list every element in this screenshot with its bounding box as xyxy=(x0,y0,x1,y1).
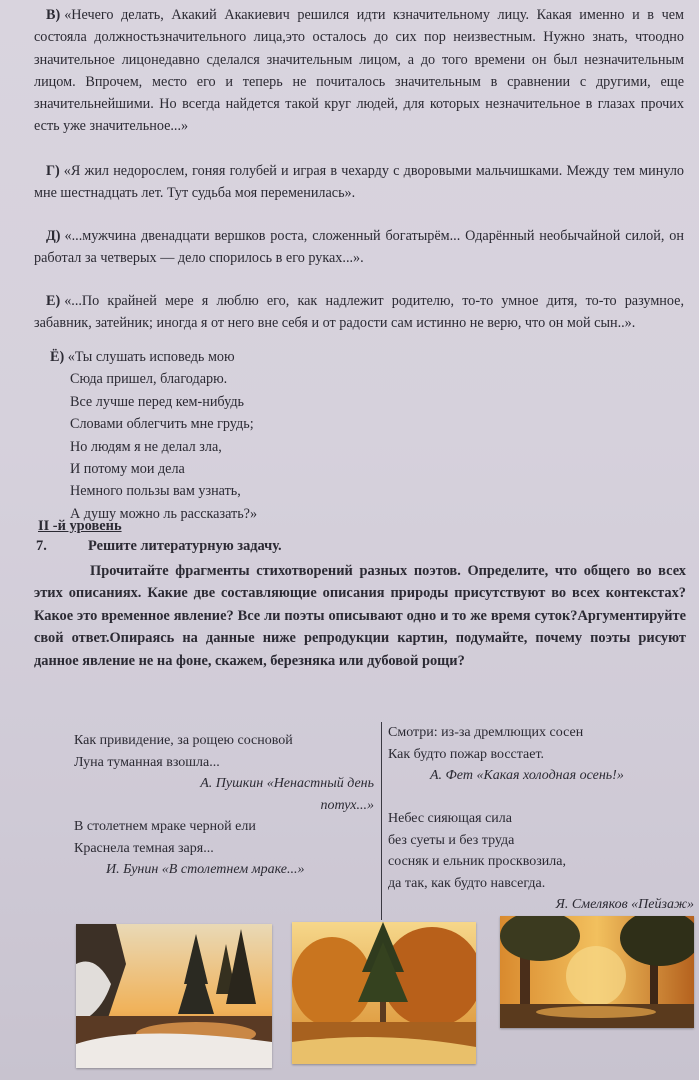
answer-g-label: Г) xyxy=(46,163,60,179)
poem-author: Я. Смеляков «Пейзаж» xyxy=(555,897,694,912)
verse-line: Все лучше перед кем-нибудь xyxy=(70,393,245,410)
task-heading xyxy=(36,538,282,555)
poem-line: без суеты и без труда xyxy=(388,832,515,848)
poem-line: Краснела темная заря... xyxy=(74,840,214,856)
level-heading: II -й уровень xyxy=(38,518,122,534)
poem-line: Смотри: из-за дремлющих сосен xyxy=(388,725,584,740)
poem-author: А. Фет «Какая холодная осень!» xyxy=(430,768,624,783)
verse-line: «Ты слушать исповедь мою xyxy=(67,349,235,365)
verse-line: Немного пользы вам узнать, xyxy=(70,483,241,500)
answer-yo-label: Ё) xyxy=(50,349,65,365)
answer-d xyxy=(34,225,684,270)
answer-b xyxy=(34,4,684,138)
poem-line: Небес сияющая сила xyxy=(388,811,512,826)
verse-line: И потому мои дела xyxy=(70,461,185,478)
task-body: Прочитайте фрагменты стихотворений разных поэтов. Определите, что общего во всех этих описаниях. Какие две составляющие описания природы присутствуют во всех контекстах? Какое это временное явление? Все ли поэты описывают одно и то же время суток?Аргументируйте свой ответ.Опираясь на данные ниже репродукции картин, подумайте, почему поэты рисуют данное явление не на фоне, скажем, березняка или дубовой рощи? xyxy=(34,563,686,669)
task-title: Решите литературную задачу. xyxy=(88,538,282,554)
poem-line: Как привидение, за рощею сосновой xyxy=(74,733,293,748)
poem-line: Как будто пожар восстает. xyxy=(388,746,545,762)
poem-author: А. Пушкин «Ненастный день xyxy=(200,776,374,791)
winter-sunset-painting xyxy=(76,924,272,1068)
sunset-forest-painting xyxy=(500,916,694,1028)
poem-line: сосняк и ельник просквозила, xyxy=(388,854,566,869)
poem-smelyakov xyxy=(388,808,694,916)
task-number: 7. xyxy=(36,538,47,554)
poem-fet xyxy=(388,722,694,787)
answer-e-label: Е) xyxy=(46,293,61,309)
poem-line: да так, как будто навсегда. xyxy=(388,875,546,891)
answer-g xyxy=(34,160,684,205)
answer-yo xyxy=(50,346,257,525)
autumn-pine-forest-painting xyxy=(292,922,476,1064)
answer-d-label: Д) xyxy=(46,228,61,244)
answer-g-text: «Я жил недорослем, гоняя голубей и играя в чехарду с дворовыми мальчишками. Между тем минуло мне шестнадцать лет. Тут судьба моя переменилась». xyxy=(34,163,684,202)
verse-line: А душу можно ль рассказать?» xyxy=(70,505,258,522)
column-divider xyxy=(381,722,382,920)
verse-line: Сюда пришел, благодарю. xyxy=(70,371,228,388)
verse-line: Словами облегчить мне грудь; xyxy=(70,416,254,433)
poem-bunin xyxy=(74,816,374,881)
verse-line: Но людям я не делал зла, xyxy=(70,438,222,455)
poem-pushkin xyxy=(74,730,374,816)
answer-e-text: «...По крайней мере я люблю его, как надлежит родителю, то-то умное дитя, то-то разумное, забавник, затейник; иногда я от него вне себя и от радости сам истинно не верю, что он мой сын..». xyxy=(34,293,684,332)
poem-line: Луна туманная взошла... xyxy=(74,754,220,770)
answer-d-text: «...мужчина двенадцати вершков роста, сложенный богатырём... Одарённый необычайной силой, он работал за четверых — дело спорилось в его руках...». xyxy=(34,228,684,267)
poem-line: В столетнем мраке черной ели xyxy=(74,819,256,834)
answer-b-label: В) xyxy=(46,7,61,23)
poem-author: потух...» xyxy=(320,797,374,813)
poem-author: И. Бунин «В столетнем мраке...» xyxy=(106,862,305,877)
answer-e xyxy=(34,290,684,335)
answer-b-text: «Нечего делать, Акакий Акакиевич решился идти кзначительному лицу. Какая именно и в чем состояла должностьзначительного лица,это осталось до сих пор неизвестным. Нужно знать, чтоодно значительное лицонедавно сделался значительным лицом, а до того времени он был незначительным лицом. Впрочем, место его и теперь не почиталось значительным в сравнении с другими, еще значительнейшими. Но всегда найдется такой круг людей, для которых незначительное в глазах прочих есть уже значительное...» xyxy=(34,7,684,135)
